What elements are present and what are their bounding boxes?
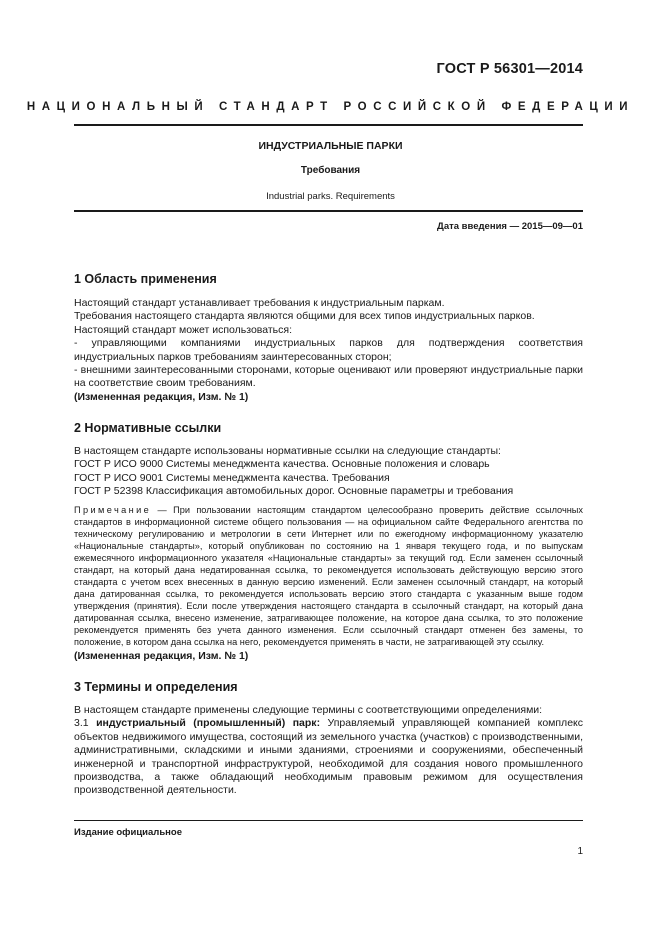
national-standard-title: НАЦИОНАЛЬНЫЙ СТАНДАРТ РОССИЙСКОЙ ФЕДЕРАЦИИ [26,101,635,113]
section-2-heading: 2 Нормативные ссылки [74,421,222,435]
note-label: Примечание [74,505,152,515]
section-1-body [74,297,583,404]
note-text: — При пользовании настоящим стандартом целесообразно проверить действие ссылочных стандартов в информационной системе общего пользования — на официальном сайте Федерального агентства по техническому регулированию и метрологии в сети Интернет или по ежегодному информационному указателю «Национальные стандарты», который опубликован по состоянию на 1 января текущего года, и по выпускам ежемесячного информационного указателя «Национальные стандарты» за текущий год. Если заменен ссылочный стандарт, на который дана недатированная ссылка, то рекомендуется использовать действующую версию этого стандарта с учетом всех внесенных в данную версию изменений. Если заменен ссылочный стандарт, на который дана датированная ссылка, то рекомендуется использовать версию этого стандарта с указанным выше годом утверждения (принятия). Если после утверждения настоящего стандарта в ссылочный стандарт, на который дана датированная ссылка, внесено изменение, затрагивающее положение, на которое дана ссылка, то это положение рекомендуется применять без учета данного изменения. Если ссылочный стандарт отменен без замены, то положение, в котором дана ссылка на него, рекомендуется применять в части, не затрагивающей эту ссылку. [74,505,583,647]
section-1-heading: 1 Область применения [74,272,217,286]
header-bottom-rule [74,210,583,212]
section-1-paragraph-4: - управляющими компаниями индустриальных парков для подтверждения соответствия индустриальных парков требованиям заинтересованных сторон; [74,337,583,363]
term-definition-text: Управляемый управляющей компанией комплекс объектов недвижимого имущества, состоящий из земельного участка (участков) с производственными, административными, складскими и иными зданиями, строениями и сооружениями, обеспеченный инженерной и транспортной инфраструктурой, необходимой для создания нового промышленного производства, а также обладающий необходимым правовым режимом для осуществления производственной деятельности. [74,717,583,797]
section-2-note [74,504,583,648]
english-title: Industrial parks. Requirements [266,191,395,202]
term-definition-3-1 [74,717,583,797]
section-2-body [74,445,583,499]
section-1-paragraph-1: Настоящий стандарт устанавливает требования к индустриальным паркам. [74,297,445,309]
header-top-rule [74,124,583,126]
section-3-body [74,704,583,798]
document-subtitle: Требования [300,165,361,176]
section-3-paragraph-1: В настоящем стандарте применены следующие термины с соответствующими определениями: [74,704,543,716]
gost-number: ГОСТ Р 56301—2014 [436,61,583,77]
section-1-paragraph-3: Настоящий стандарт может использоваться: [74,323,292,336]
term-name: индустриальный (промышленный) парк: [96,717,321,730]
introduction-date: Дата введения — 2015—09—01 [437,221,583,232]
section-1-paragraph-2: Требования настоящего стандарта являются общими для всех типов индустриальных парков. [74,310,535,323]
official-edition-label: Издание официальное [74,827,182,838]
normative-reference-3: ГОСТ Р 52398 Классификация автомобильных дорог. Основные параметры и требования [74,485,514,498]
section-3-heading: 3 Термины и определения [74,680,238,694]
document-title: ИНДУСТРИАЛЬНЫЕ ПАРКИ [258,140,403,152]
footer-rule [74,820,583,821]
normative-reference-1: ГОСТ Р ИСО 9000 Системы менеджмента качества. Основные положения и словарь [74,458,490,471]
section-2-amendment: (Измененная редакция, Изм. № 1) [74,650,249,662]
section-1-amendment: (Измененная редакция, Изм. № 1) [74,390,249,403]
page-number: 1 [577,846,583,857]
term-number: 3.1 [74,717,97,730]
section-1-paragraph-5: - внешними заинтересованными сторонами, которые оценивают или проверяют индустриальные парки на соответствие своим требованиям. [74,364,583,390]
section-2-paragraph-1: В настоящем стандарте использованы нормативные ссылки на следующие стандарты: [74,445,501,457]
section-2-amendment-block [74,650,583,663]
normative-reference-2: ГОСТ Р ИСО 9001 Системы менеджмента качества. Требования [74,471,390,484]
